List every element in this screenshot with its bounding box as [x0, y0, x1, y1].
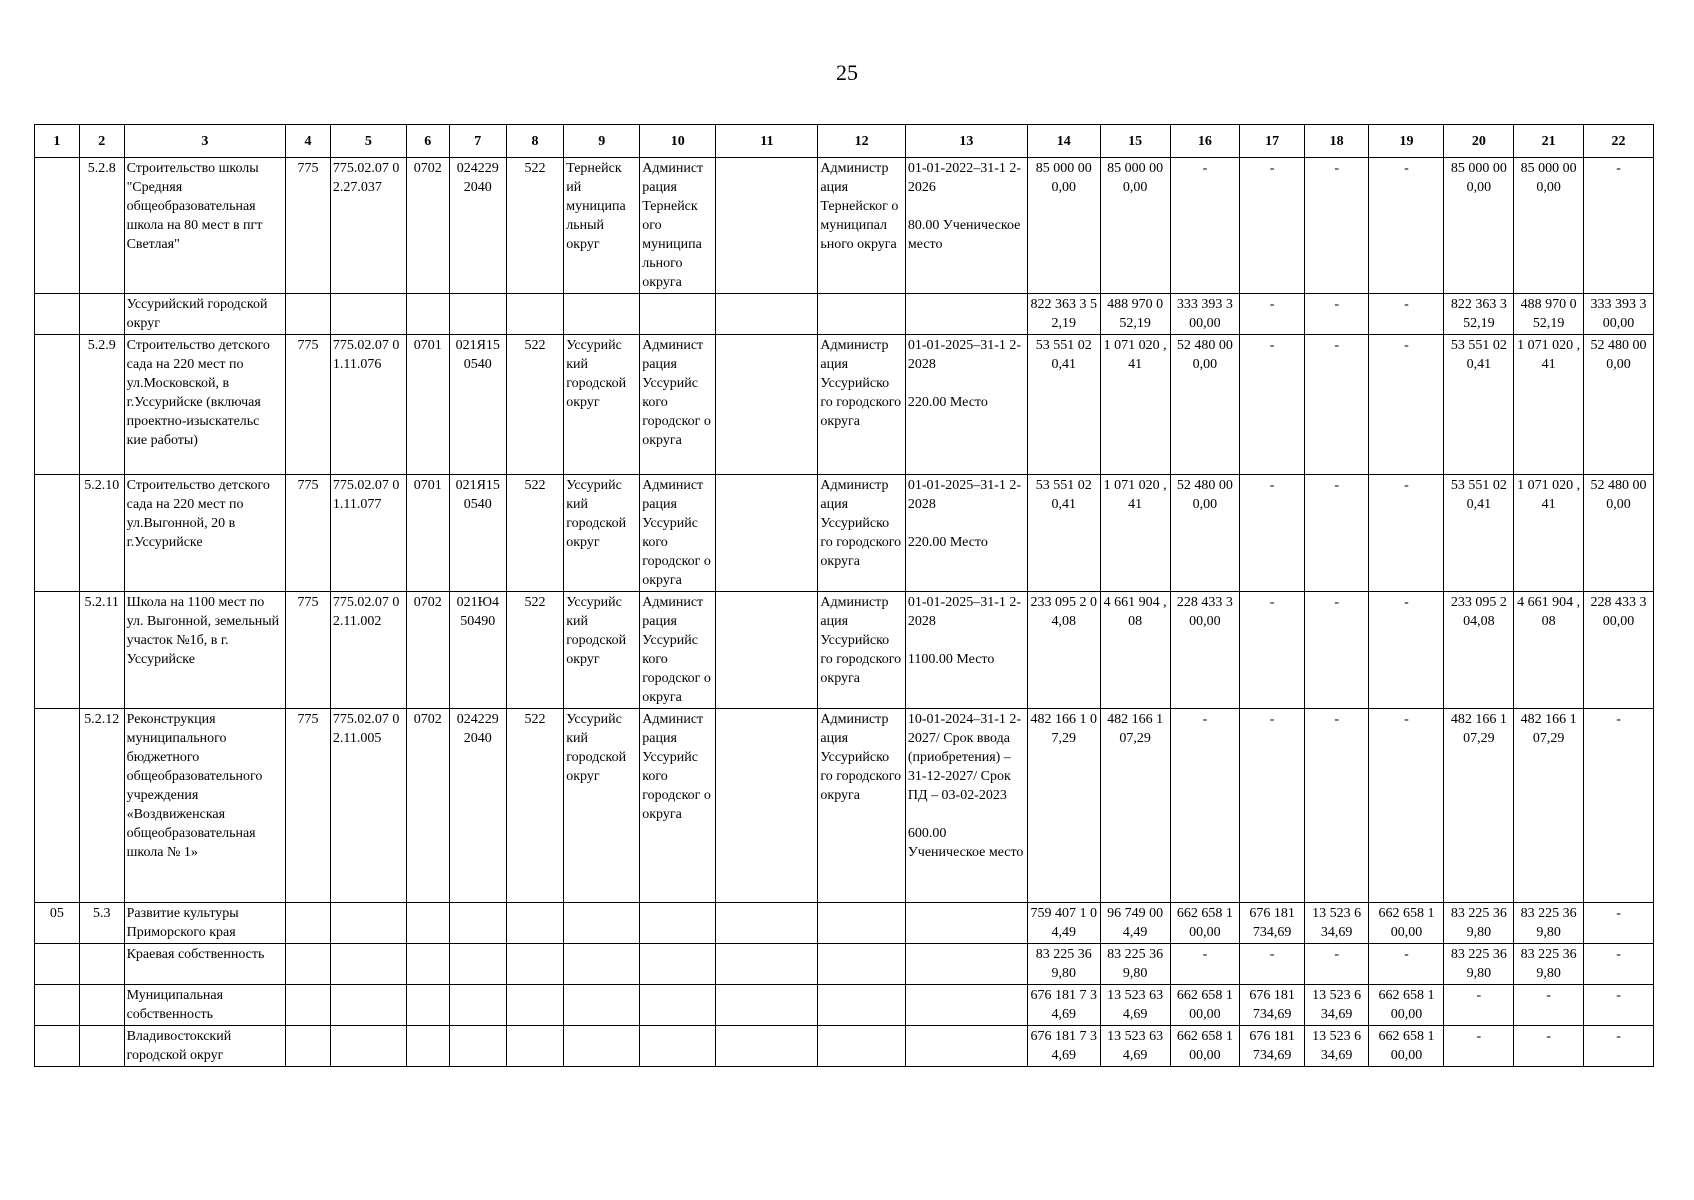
column-header-22: 22 — [1584, 125, 1654, 158]
cell-col-19: - — [1369, 709, 1444, 903]
cell-col-12: Администр ация Уссурийско го городского округа — [818, 475, 906, 592]
header-row — [35, 125, 1654, 158]
cell-col-8 — [506, 294, 563, 335]
cell-col-4: 775 — [286, 335, 331, 475]
cell-col-5: 775.02.07 01.11.077 — [330, 475, 406, 592]
cell-col-16: 228 433 3 00,00 — [1170, 592, 1240, 709]
cell-col-19: 662 658 1 00,00 — [1369, 985, 1444, 1026]
cell-col-12: Администр ация Уссурийско го городского округа — [818, 709, 906, 903]
cell-col-3: Развитие культуры Приморского края — [124, 903, 285, 944]
table-row — [35, 335, 1654, 475]
cell-col-16: 662 658 1 00,00 — [1170, 985, 1240, 1026]
cell-col-21: 83 225 36 9,80 — [1514, 903, 1584, 944]
cell-col-17: - — [1240, 294, 1305, 335]
cell-col-10: Админист рация Уссурийс кого городског о округа — [640, 709, 716, 903]
cell-col-14: 53 551 02 0,41 — [1027, 335, 1100, 475]
cell-col-15: 482 166 1 07,29 — [1100, 709, 1170, 903]
cell-col-14: 83 225 36 9,80 — [1027, 944, 1100, 985]
cell-col-18: - — [1304, 709, 1369, 903]
cell-col-20: 53 551 02 0,41 — [1444, 335, 1514, 475]
cell-col-16: - — [1170, 709, 1240, 903]
cell-col-9 — [564, 985, 640, 1026]
column-header-21: 21 — [1514, 125, 1584, 158]
cell-col-21: 1 071 020 ,41 — [1514, 335, 1584, 475]
cell-col-1 — [35, 709, 80, 903]
cell-col-15: 83 225 36 9,80 — [1100, 944, 1170, 985]
cell-col-18: - — [1304, 335, 1369, 475]
cell-col-15: 85 000 00 0,00 — [1100, 158, 1170, 294]
cell-col-13: 01-01-2025–31-1 2-2028 220.00 Место — [905, 335, 1027, 475]
cell-col-4: 775 — [286, 592, 331, 709]
cell-col-3: Строительство детского сада на 220 мест по ул.Выгонной, 20 в г.Уссурийске — [124, 475, 285, 592]
cell-col-8 — [506, 985, 563, 1026]
cell-col-21: 488 970 0 52,19 — [1514, 294, 1584, 335]
cell-col-1 — [35, 592, 80, 709]
cell-col-12 — [818, 294, 906, 335]
cell-col-8: 522 — [506, 709, 563, 903]
cell-col-7: 021Ю4 50490 — [449, 592, 506, 709]
cell-col-3: Муниципальная собственность — [124, 985, 285, 1026]
cell-col-3: Строительство школы "Средняя общеобразовательная школа на 80 мест в пгт Светлая" — [124, 158, 285, 294]
cell-col-6: 0701 — [406, 475, 449, 592]
cell-col-9 — [564, 294, 640, 335]
column-header-18: 18 — [1304, 125, 1369, 158]
cell-col-4 — [286, 903, 331, 944]
cell-col-17: - — [1240, 158, 1305, 294]
cell-col-17: - — [1240, 592, 1305, 709]
cell-col-2: 5.2.8 — [79, 158, 124, 294]
cell-col-19: - — [1369, 335, 1444, 475]
cell-col-18: - — [1304, 592, 1369, 709]
cell-col-7 — [449, 944, 506, 985]
cell-col-2: 5.2.12 — [79, 709, 124, 903]
cell-col-18: - — [1304, 475, 1369, 592]
cell-col-16: 662 658 1 00,00 — [1170, 1026, 1240, 1067]
cell-col-6 — [406, 944, 449, 985]
cell-col-22: - — [1584, 903, 1654, 944]
cell-col-12 — [818, 944, 906, 985]
cell-col-1 — [35, 335, 80, 475]
cell-col-19: 662 658 1 00,00 — [1369, 903, 1444, 944]
column-header-9: 9 — [564, 125, 640, 158]
cell-col-11 — [716, 903, 818, 944]
cell-col-14: 676 181 7 34,69 — [1027, 1026, 1100, 1067]
column-header-12: 12 — [818, 125, 906, 158]
cell-col-15: 4 661 904 ,08 — [1100, 592, 1170, 709]
cell-col-2 — [79, 944, 124, 985]
column-header-14: 14 — [1027, 125, 1100, 158]
cell-col-4 — [286, 294, 331, 335]
cell-col-20: 822 363 3 52,19 — [1444, 294, 1514, 335]
cell-col-15: 13 523 63 4,69 — [1100, 1026, 1170, 1067]
cell-col-11 — [716, 985, 818, 1026]
table-row — [35, 294, 1654, 335]
cell-col-19: - — [1369, 475, 1444, 592]
cell-col-11 — [716, 475, 818, 592]
cell-col-21: - — [1514, 985, 1584, 1026]
column-header-6: 6 — [406, 125, 449, 158]
cell-col-17: - — [1240, 335, 1305, 475]
cell-col-13: 10-01-2024–31-1 2-2027/ Срок ввода (приобретения) – 31-12-2027/ Срок ПД – 03-02-2023 600.00 Ученическое место — [905, 709, 1027, 903]
cell-col-13 — [905, 1026, 1027, 1067]
cell-col-11 — [716, 1026, 818, 1067]
cell-col-12 — [818, 1026, 906, 1067]
cell-col-1: 05 — [35, 903, 80, 944]
cell-col-8: 522 — [506, 592, 563, 709]
cell-col-19: - — [1369, 158, 1444, 294]
cell-col-1 — [35, 294, 80, 335]
cell-col-5 — [330, 985, 406, 1026]
column-header-17: 17 — [1240, 125, 1305, 158]
cell-col-6 — [406, 294, 449, 335]
cell-col-22: - — [1584, 709, 1654, 903]
cell-col-16: 662 658 1 00,00 — [1170, 903, 1240, 944]
cell-col-6: 0702 — [406, 592, 449, 709]
table-row — [35, 475, 1654, 592]
cell-col-16: 52 480 00 0,00 — [1170, 475, 1240, 592]
cell-col-15: 488 970 0 52,19 — [1100, 294, 1170, 335]
cell-col-12 — [818, 903, 906, 944]
cell-col-2 — [79, 1026, 124, 1067]
cell-col-7: 024229 2040 — [449, 158, 506, 294]
cell-col-11 — [716, 158, 818, 294]
cell-col-1 — [35, 985, 80, 1026]
cell-col-9: Уссурийс кий городской округ — [564, 709, 640, 903]
cell-col-19: - — [1369, 294, 1444, 335]
cell-col-2: 5.2.10 — [79, 475, 124, 592]
cell-col-8 — [506, 1026, 563, 1067]
cell-col-17: 676 181 734,69 — [1240, 903, 1305, 944]
cell-col-5: 775.02.07 02.11.005 — [330, 709, 406, 903]
cell-col-13: 01-01-2022–31-1 2-2026 80.00 Ученическое место — [905, 158, 1027, 294]
cell-col-21: 1 071 020 ,41 — [1514, 475, 1584, 592]
cell-col-18: - — [1304, 944, 1369, 985]
cell-col-5: 775.02.07 01.11.076 — [330, 335, 406, 475]
cell-col-16: 333 393 3 00,00 — [1170, 294, 1240, 335]
cell-col-6: 0702 — [406, 158, 449, 294]
cell-col-18: 13 523 6 34,69 — [1304, 903, 1369, 944]
cell-col-15: 1 071 020 ,41 — [1100, 335, 1170, 475]
cell-col-3: Владивостокский городской округ — [124, 1026, 285, 1067]
cell-col-14: 53 551 02 0,41 — [1027, 475, 1100, 592]
cell-col-9: Уссурийс кий городской округ — [564, 335, 640, 475]
cell-col-14: 85 000 00 0,00 — [1027, 158, 1100, 294]
cell-col-10: Админист рация Тернейск ого муниципа льного округа — [640, 158, 716, 294]
cell-col-7 — [449, 903, 506, 944]
cell-col-20: 83 225 36 9,80 — [1444, 903, 1514, 944]
cell-col-10 — [640, 944, 716, 985]
cell-col-20: 85 000 00 0,00 — [1444, 158, 1514, 294]
cell-col-21: 85 000 00 0,00 — [1514, 158, 1584, 294]
cell-col-7: 021Я15 0540 — [449, 475, 506, 592]
cell-col-2: 5.3 — [79, 903, 124, 944]
cell-col-10 — [640, 1026, 716, 1067]
column-header-8: 8 — [506, 125, 563, 158]
cell-col-7 — [449, 294, 506, 335]
cell-col-1 — [35, 1026, 80, 1067]
cell-col-8: 522 — [506, 475, 563, 592]
table-row — [35, 985, 1654, 1026]
cell-col-17: - — [1240, 709, 1305, 903]
cell-col-14: 759 407 1 04,49 — [1027, 903, 1100, 944]
cell-col-3: Краевая собственность — [124, 944, 285, 985]
cell-col-22: - — [1584, 158, 1654, 294]
cell-col-9: Тернейск ий муниципа льный округ — [564, 158, 640, 294]
table-row — [35, 592, 1654, 709]
cell-col-15: 13 523 63 4,69 — [1100, 985, 1170, 1026]
cell-col-4: 775 — [286, 475, 331, 592]
cell-col-9 — [564, 944, 640, 985]
cell-col-3: Реконструкция муниципального бюджетного общеобразовательного учреждения «Воздвиженская общеобразовательная школа № 1» — [124, 709, 285, 903]
cell-col-9: Уссурийс кий городской округ — [564, 475, 640, 592]
cell-col-4 — [286, 985, 331, 1026]
cell-col-10 — [640, 294, 716, 335]
column-header-11: 11 — [716, 125, 818, 158]
cell-col-10 — [640, 985, 716, 1026]
cell-col-1 — [35, 944, 80, 985]
cell-col-21: - — [1514, 1026, 1584, 1067]
cell-col-12 — [818, 985, 906, 1026]
cell-col-2 — [79, 985, 124, 1026]
cell-col-11 — [716, 335, 818, 475]
cell-col-20: - — [1444, 1026, 1514, 1067]
table-row — [35, 709, 1654, 903]
cell-col-12: Администр ация Уссурийско го городского округа — [818, 335, 906, 475]
cell-col-22: 333 393 3 00,00 — [1584, 294, 1654, 335]
cell-col-4 — [286, 1026, 331, 1067]
cell-col-7 — [449, 985, 506, 1026]
cell-col-15: 96 749 00 4,49 — [1100, 903, 1170, 944]
cell-col-11 — [716, 294, 818, 335]
column-header-13: 13 — [905, 125, 1027, 158]
column-header-15: 15 — [1100, 125, 1170, 158]
cell-col-18: 13 523 6 34,69 — [1304, 1026, 1369, 1067]
cell-col-3: Уссурийский городской округ — [124, 294, 285, 335]
cell-col-4 — [286, 944, 331, 985]
cell-col-14: 233 095 2 04,08 — [1027, 592, 1100, 709]
data-table — [34, 124, 1654, 1067]
cell-col-5: 775.02.07 02.27.037 — [330, 158, 406, 294]
cell-col-10 — [640, 903, 716, 944]
cell-col-14: 822 363 3 52,19 — [1027, 294, 1100, 335]
cell-col-1 — [35, 475, 80, 592]
cell-col-19: - — [1369, 592, 1444, 709]
cell-col-10: Админист рация Уссурийс кого городског о округа — [640, 475, 716, 592]
cell-col-17: 676 181 734,69 — [1240, 1026, 1305, 1067]
column-header-10: 10 — [640, 125, 716, 158]
cell-col-4: 775 — [286, 158, 331, 294]
cell-col-2 — [79, 294, 124, 335]
cell-col-8: 522 — [506, 158, 563, 294]
cell-col-2: 5.2.11 — [79, 592, 124, 709]
cell-col-16: - — [1170, 944, 1240, 985]
cell-col-20: 83 225 36 9,80 — [1444, 944, 1514, 985]
cell-col-8 — [506, 903, 563, 944]
cell-col-7 — [449, 1026, 506, 1067]
cell-col-11 — [716, 944, 818, 985]
cell-col-6 — [406, 903, 449, 944]
cell-col-13: 01-01-2025–31-1 2-2028 220.00 Место — [905, 475, 1027, 592]
cell-col-20: 53 551 02 0,41 — [1444, 475, 1514, 592]
cell-col-6: 0701 — [406, 335, 449, 475]
cell-col-9 — [564, 903, 640, 944]
cell-col-20: - — [1444, 985, 1514, 1026]
cell-col-6 — [406, 1026, 449, 1067]
cell-col-7: 021Я15 0540 — [449, 335, 506, 475]
table-row — [35, 158, 1654, 294]
table-row — [35, 903, 1654, 944]
cell-col-12: Администр ация Уссурийско го городского округа — [818, 592, 906, 709]
cell-col-13 — [905, 903, 1027, 944]
cell-col-18: 13 523 6 34,69 — [1304, 985, 1369, 1026]
cell-col-19: - — [1369, 944, 1444, 985]
cell-col-6: 0702 — [406, 709, 449, 903]
cell-col-8: 522 — [506, 335, 563, 475]
cell-col-13 — [905, 294, 1027, 335]
cell-col-13 — [905, 985, 1027, 1026]
cell-col-2: 5.2.9 — [79, 335, 124, 475]
cell-col-18: - — [1304, 294, 1369, 335]
cell-col-22: - — [1584, 985, 1654, 1026]
column-header-1: 1 — [35, 125, 80, 158]
cell-col-21: 4 661 904 ,08 — [1514, 592, 1584, 709]
cell-col-13 — [905, 944, 1027, 985]
cell-col-5 — [330, 294, 406, 335]
cell-col-7: 024229 2040 — [449, 709, 506, 903]
cell-col-21: 482 166 1 07,29 — [1514, 709, 1584, 903]
cell-col-16: 52 480 00 0,00 — [1170, 335, 1240, 475]
cell-col-10: Админист рация Уссурийс кого городског о округа — [640, 592, 716, 709]
cell-col-12: Администр ация Тернейског о муниципал ьного округа — [818, 158, 906, 294]
cell-col-17: - — [1240, 475, 1305, 592]
column-header-20: 20 — [1444, 125, 1514, 158]
cell-col-10: Админист рация Уссурийс кого городског о округа — [640, 335, 716, 475]
cell-col-14: 482 166 1 07,29 — [1027, 709, 1100, 903]
column-header-4: 4 — [286, 125, 331, 158]
cell-col-18: - — [1304, 158, 1369, 294]
cell-col-5 — [330, 944, 406, 985]
column-header-7: 7 — [449, 125, 506, 158]
cell-col-3: Школа на 1100 мест по ул. Выгонной, земельный участок №1б, в г. Уссурийске — [124, 592, 285, 709]
cell-col-20: 233 095 2 04,08 — [1444, 592, 1514, 709]
cell-col-17: 676 181 734,69 — [1240, 985, 1305, 1026]
cell-col-11 — [716, 709, 818, 903]
column-header-16: 16 — [1170, 125, 1240, 158]
cell-col-19: 662 658 1 00,00 — [1369, 1026, 1444, 1067]
cell-col-14: 676 181 7 34,69 — [1027, 985, 1100, 1026]
cell-col-1 — [35, 158, 80, 294]
cell-col-11 — [716, 592, 818, 709]
cell-col-8 — [506, 944, 563, 985]
table-body — [35, 125, 1654, 1067]
cell-col-5 — [330, 903, 406, 944]
cell-col-9 — [564, 1026, 640, 1067]
cell-col-3: Строительство детского сада на 220 мест по ул.Московской, в г.Уссурийске (включая проектно-изыскательс кие работы) — [124, 335, 285, 475]
column-header-5: 5 — [330, 125, 406, 158]
column-header-3: 3 — [124, 125, 285, 158]
column-header-19: 19 — [1369, 125, 1444, 158]
cell-col-6 — [406, 985, 449, 1026]
cell-col-17: - — [1240, 944, 1305, 985]
cell-col-9: Уссурийс кий городской округ — [564, 592, 640, 709]
cell-col-21: 83 225 36 9,80 — [1514, 944, 1584, 985]
cell-col-15: 1 071 020 ,41 — [1100, 475, 1170, 592]
page-number: 25 — [836, 60, 858, 85]
cell-col-20: 482 166 1 07,29 — [1444, 709, 1514, 903]
cell-col-13: 01-01-2025–31-1 2-2028 1100.00 Место — [905, 592, 1027, 709]
cell-col-22: 52 480 00 0,00 — [1584, 335, 1654, 475]
cell-col-22: - — [1584, 1026, 1654, 1067]
cell-col-22: - — [1584, 944, 1654, 985]
cell-col-4: 775 — [286, 709, 331, 903]
cell-col-16: - — [1170, 158, 1240, 294]
column-header-2: 2 — [79, 125, 124, 158]
cell-col-22: 52 480 00 0,00 — [1584, 475, 1654, 592]
table-row — [35, 944, 1654, 985]
cell-col-5: 775.02.07 02.11.002 — [330, 592, 406, 709]
cell-col-5 — [330, 1026, 406, 1067]
cell-col-22: 228 433 3 00,00 — [1584, 592, 1654, 709]
table-row — [35, 1026, 1654, 1067]
